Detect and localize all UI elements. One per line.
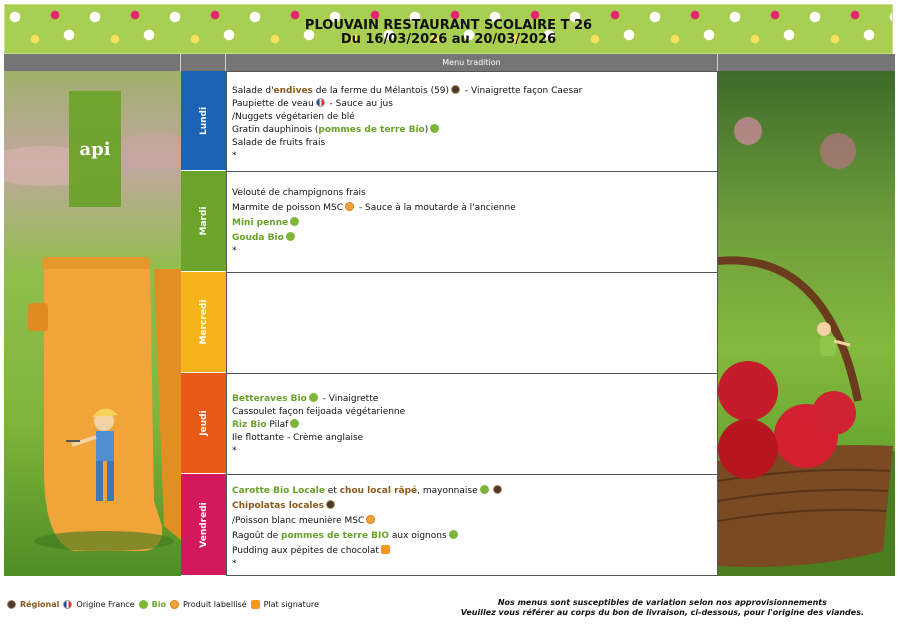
- menu-text: Pudding aux pépites de chocolat: [232, 546, 379, 556]
- menu-line: [232, 485, 712, 498]
- bio-icon: [430, 124, 439, 133]
- menu-text: Ragoût de: [232, 531, 281, 541]
- menu-line: [232, 124, 712, 137]
- label-icon: [366, 515, 375, 524]
- menu-line: Salade de fruits frais: [232, 138, 326, 148]
- menu-column-header: Menu tradition: [226, 54, 718, 71]
- signature-icon: [251, 600, 260, 609]
- local-icon: [493, 485, 502, 494]
- menu-line: /Nuggets végétarien de blé: [232, 112, 355, 122]
- date-range: Du 16/03/2026 au 20/03/2026: [340, 32, 557, 47]
- menu-lundi: [226, 71, 718, 172]
- menu-line: [232, 500, 712, 513]
- menu-line: Cassoulet façon feijoada végétarienne: [232, 407, 406, 417]
- day-label-lundi: Lundi: [198, 106, 209, 135]
- label-icon: [170, 600, 179, 609]
- day-vendredi: [181, 474, 226, 576]
- france-flag-icon: [316, 98, 325, 107]
- menu-text: Marmite de poisson MSC: [232, 203, 344, 213]
- menu-text: Salade d': [232, 86, 274, 96]
- local-icon: [7, 600, 16, 609]
- menu-mercredi: [226, 272, 718, 374]
- label-icon: [345, 202, 354, 211]
- day-lundi: [181, 71, 226, 171]
- menu-text: Ile flottante: [232, 433, 285, 443]
- apple-basket-photo: [718, 71, 895, 576]
- legend: [5, 600, 319, 609]
- menu-line: [232, 432, 712, 445]
- menu-line: [232, 393, 712, 406]
- menu-text: - Crème anglaise: [284, 433, 364, 443]
- menu-text: de la ferme du Mélantois (59): [312, 86, 450, 96]
- local-icon: [451, 85, 460, 94]
- page-title: [5, 19, 892, 47]
- menu-table: [4, 54, 895, 576]
- day-column-header: [181, 54, 226, 71]
- menu-text: aux oignons: [389, 531, 447, 541]
- bio-icon: [309, 393, 318, 402]
- title-text: PLOUVAIN RESTAURANT SCOLAIRE T 26: [304, 18, 593, 33]
- menu-line: [232, 515, 712, 528]
- menu-line: Velouté de champignons frais: [232, 188, 366, 198]
- api-logo-text: api: [79, 138, 111, 160]
- menu-line: [232, 217, 712, 230]
- menu-line: *: [232, 151, 237, 161]
- menu-text: et: [324, 486, 340, 496]
- menu-jeudi: [226, 373, 718, 475]
- legend-signature: Plat signature: [263, 600, 319, 609]
- day-jeudi: [181, 373, 226, 474]
- menu-line: [232, 85, 712, 98]
- signature-icon: [381, 545, 390, 554]
- legend-bio: Bio: [151, 600, 166, 609]
- menu-text: - Sauce au jus: [326, 99, 393, 109]
- menu-text: ): [424, 125, 429, 135]
- bio-icon: [286, 232, 295, 241]
- menu-line: [232, 98, 712, 111]
- disclaimer-line-2: Veuillez vous référer au corps du bon de livraison, ci-dessous, pour l'origine des viandes.: [460, 608, 864, 617]
- api-logo: [69, 91, 121, 207]
- menu-bio-text: Gouda Bio: [232, 233, 284, 243]
- boots-photo: [4, 71, 181, 576]
- menu-bio-text: Riz Bio: [232, 420, 267, 430]
- legend-france: Origine France: [76, 600, 135, 609]
- menu-bio-text: pommes de terre BIO: [281, 531, 390, 541]
- menu-bio-text: pommes de terre Bio: [318, 125, 425, 135]
- menu-bio-text: Mini penne: [232, 218, 289, 228]
- disclaimer: [461, 598, 864, 618]
- legend-regional: Régional: [20, 600, 60, 609]
- menu-bio-text: Carotte Bio Locale: [232, 486, 325, 496]
- menu-text: , mayonnaise: [417, 486, 478, 496]
- legend-label: Produit labellisé: [182, 600, 247, 609]
- menu-line: [232, 545, 712, 558]
- menu-local-text: Chipolatas locales: [232, 501, 324, 511]
- disclaimer-line-1: Nos menus sont susceptibles de variation selon nos approvisionnements: [497, 598, 827, 607]
- menu-text: - Vinaigrette: [319, 394, 379, 404]
- right-column-header: [718, 54, 895, 71]
- bio-icon: [290, 217, 299, 226]
- header-banner: [4, 4, 893, 54]
- menu-text: Pilaf: [266, 420, 289, 430]
- day-label-vendredi: Vendredi: [198, 501, 209, 548]
- bio-icon: [449, 530, 458, 539]
- apple-basket-illustration: [718, 71, 895, 576]
- bio-icon: [139, 600, 148, 609]
- day-label-jeudi: Jeudi: [198, 410, 209, 436]
- left-column-header: [4, 54, 181, 71]
- menu-text: Gratin dauphinois (: [232, 125, 319, 135]
- day-label-mardi: Mardi: [198, 206, 209, 236]
- menu-line: [232, 530, 712, 543]
- menu-text: /Poisson blanc meunière MSC: [232, 516, 365, 526]
- menu-local-text: endives: [273, 86, 313, 96]
- france-flag-icon: [63, 600, 72, 609]
- menu-bio-text: Betteraves Bio: [232, 394, 307, 404]
- menu-line: *: [232, 559, 237, 569]
- menu-line: [232, 202, 712, 215]
- menu-line: *: [232, 446, 237, 456]
- bio-icon: [480, 485, 489, 494]
- menu-mardi: [226, 171, 718, 273]
- day-mardi: [181, 171, 226, 272]
- menu-vendredi: [226, 474, 718, 576]
- menu-line: [232, 232, 712, 245]
- day-mercredi: [181, 272, 226, 373]
- bio-icon: [290, 419, 299, 428]
- menu-text: - Sauce à la moutarde à l'ancienne: [356, 203, 516, 213]
- local-icon: [326, 500, 335, 509]
- menu-line: [232, 419, 712, 432]
- menu-text: - Vinaigrette façon Caesar: [462, 86, 583, 96]
- day-label-mercredi: Mercredi: [198, 299, 209, 345]
- menu-text: Paupiette de veau: [232, 99, 314, 109]
- menu-local-text: chou local râpé: [339, 486, 418, 496]
- menu-line: *: [232, 246, 237, 256]
